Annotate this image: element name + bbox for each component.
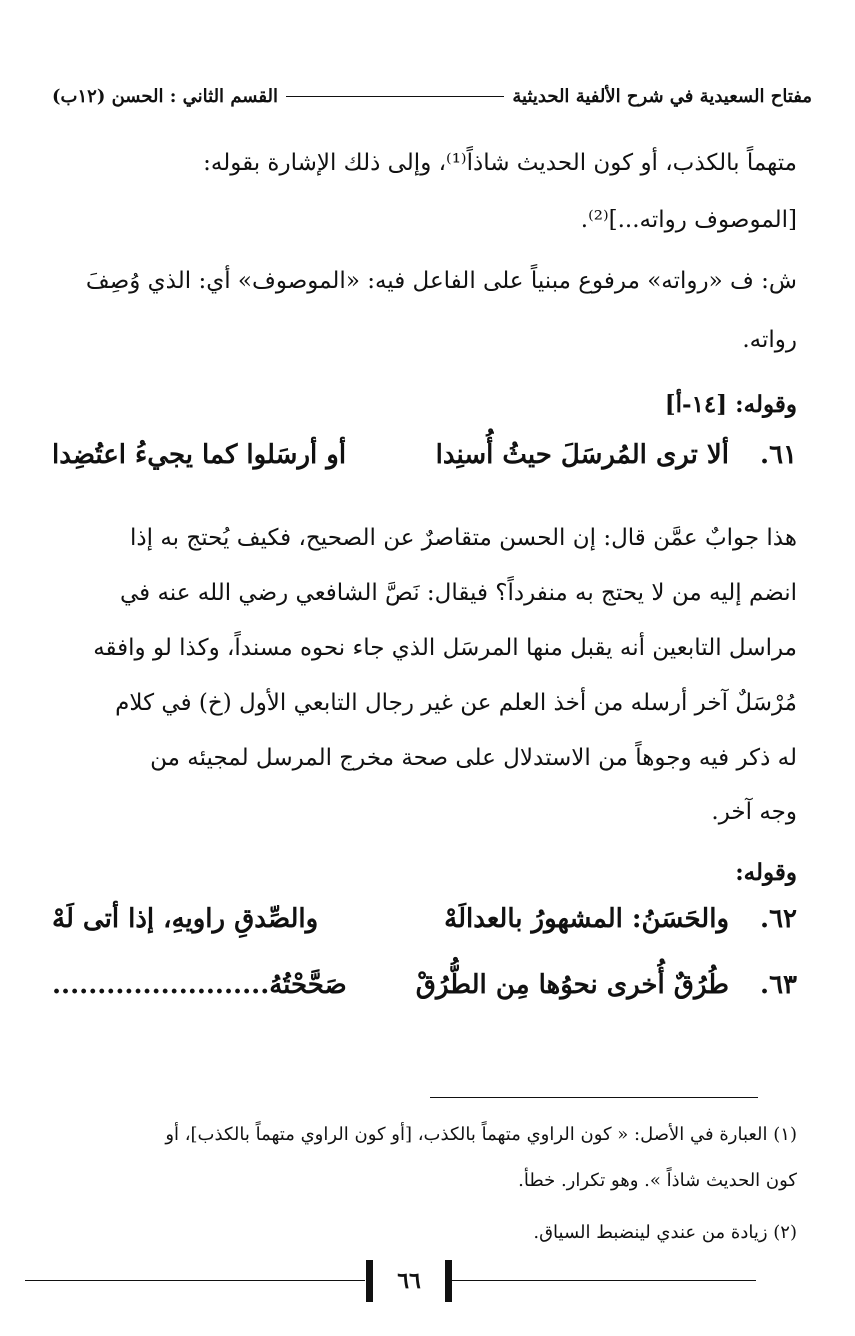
body-line: انضم إليه من لا يحتج به منفرداً؟ فيقال: نَصَّ الشافعي رضي الله عنه في [119, 580, 797, 606]
header-rule [286, 96, 504, 97]
header-book-title: مفتاح السعيدية في شرح الألفية الحديثية [512, 85, 812, 107]
body-line: متهماً بالكذب، أو كون الحديث شاذاً⁽¹⁾، وإلى ذلك الإشارة بقوله: [203, 150, 797, 176]
footer-rule [452, 1280, 756, 1281]
verse-first-hemistich: طُرُقٌ أُخرى نحوُها مِن الطُّرُقْ [415, 970, 729, 1000]
verse-number: ٦٣. [760, 970, 797, 1000]
verse-second-hemistich: أو أرسَلوا كما يجيءُ اعتُضِدا [52, 440, 347, 470]
page-number-bracket [366, 1260, 373, 1302]
body-line: وجه آخر. [711, 799, 797, 825]
verse-61 [52, 440, 797, 490]
footnote-separator [430, 1097, 758, 1098]
body-line: مراسل التابعين أنه يقبل منها المرسَل الذي جاء نحوه مسنداً، وكذا لو وافقه [93, 635, 797, 661]
verse-first-hemistich: والحَسَنُ: المشهورُ بالعدالَهْ [444, 904, 729, 934]
footnote-line: (٢) زيادة من عندي لينضبط السياق. [533, 1222, 797, 1243]
body-line: مُرْسَلٌ آخر أرسله من أخذ العلم عن غير رجال التابعي الأول (خ) في كلام [115, 690, 797, 716]
footer-rule [25, 1280, 365, 1281]
qawluh-heading: وقوله: [735, 859, 797, 886]
verse-second-hemistich: والصِّدقِ راويهِ، إذا أتى لَهْ [52, 904, 319, 934]
footnote-line: كون الحديث شاذاً ». وهو تكرار. خطأ. [518, 1170, 797, 1191]
header-section-ref: القسم الثاني : الحسن (١٢ب) [52, 85, 278, 107]
page-number: ٦٦ [397, 1268, 421, 1294]
body-line: هذا جوابٌ عمَّن قال: إن الحسن متقاصرٌ عن الصحيح، فكيف يُحتج به إذا [130, 525, 797, 551]
verse-second-hemistich: صَحَّحْتُهُ........................ [52, 970, 347, 1000]
body-line: [الموصوف رواته...]⁽²⁾. [580, 207, 797, 233]
qawluh-heading: وقوله: [١٤-أ] [664, 391, 797, 418]
page-number-bracket [445, 1260, 452, 1302]
page-number-box [366, 1260, 452, 1302]
body-line: له ذكر فيه وجوهاً من الاستدلال على صحة مخرج المرسل لمجيئه من [150, 745, 797, 771]
running-header [52, 76, 812, 116]
body-line: ش: ف «رواته» مرفوع مبنياً على الفاعل فيه: «الموصوف» أي: الذي وُصِفَ [85, 268, 797, 294]
verse-62 [52, 904, 797, 954]
verse-63 [52, 970, 797, 1020]
verse-first-hemistich: ألا ترى المُرسَلَ حيثُ أُسنِدا [435, 440, 729, 470]
footnote-line: (١) العبارة في الأصل: « كون الراوي متهماً بالكذب، [أو كون الراوي متهماً بالكذب]، أو [165, 1124, 797, 1145]
body-line: رواته. [742, 327, 797, 353]
verse-number: ٦١. [760, 440, 797, 470]
verse-number: ٦٢. [760, 904, 797, 934]
